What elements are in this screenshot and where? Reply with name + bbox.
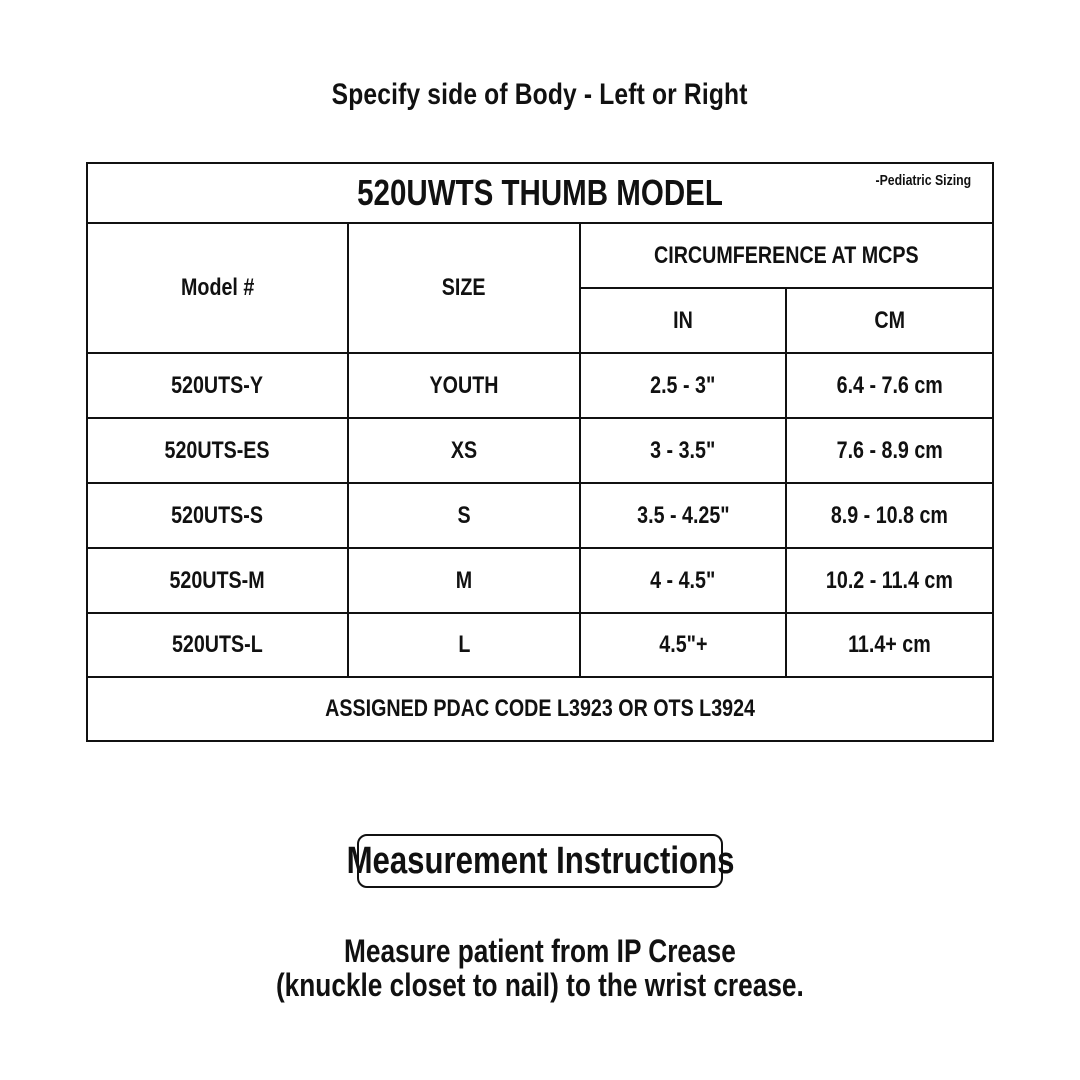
table-row-cm xyxy=(787,354,992,417)
header-model-text: Model # xyxy=(180,274,255,301)
table-row-size xyxy=(349,419,579,482)
row-model-text: 520UTS-Y xyxy=(171,371,264,399)
pediatric-sizing-note xyxy=(865,172,982,189)
table-row-cm xyxy=(787,419,992,482)
table-row-cm xyxy=(787,484,992,547)
table-row-size xyxy=(349,614,579,676)
instruction-line-1: Measure patient from IP Crease xyxy=(344,933,736,969)
table-row-size xyxy=(349,354,579,417)
table-row-in xyxy=(581,419,785,482)
instruction-line xyxy=(0,934,1080,968)
measurement-instructions-label: Measurement Instructions xyxy=(346,839,734,882)
body-side-note-text: Specify side of Body - Left or Right xyxy=(332,78,748,111)
table-row-model xyxy=(88,484,347,547)
pdac-code-text: ASSIGNED PDAC CODE L3923 OR OTS L3924 xyxy=(325,695,755,722)
row-in-text: 2.5 - 3" xyxy=(650,371,716,399)
header-size xyxy=(349,224,579,352)
header-circumference-text: CIRCUMFERENCE AT MCPS xyxy=(654,241,919,269)
row-model-text: 520UTS-M xyxy=(169,566,266,594)
row-model-text: 520UTS-S xyxy=(171,501,264,529)
row-size-text: M xyxy=(455,566,473,594)
row-in-text: 3.5 - 4.25" xyxy=(636,501,730,529)
row-model-text: 520UTS-L xyxy=(172,631,263,658)
sizing-table xyxy=(86,162,994,742)
table-row-cm xyxy=(787,614,992,676)
row-size-text: XS xyxy=(450,436,478,464)
row-size-text: L xyxy=(457,631,471,658)
table-row-size xyxy=(349,484,579,547)
header-cm xyxy=(787,289,992,352)
header-circumference xyxy=(581,224,992,287)
header-cm-text: CM xyxy=(874,306,905,334)
body-side-note xyxy=(0,78,1080,112)
row-in-text: 3 - 3.5" xyxy=(650,436,716,464)
table-row-model xyxy=(88,419,347,482)
pdac-code-footer xyxy=(88,678,992,740)
table-row-in xyxy=(581,484,785,547)
table-title-text: 520UWTS THUMB MODEL xyxy=(357,172,723,213)
table-row-in xyxy=(581,354,785,417)
row-size-text: S xyxy=(457,501,471,529)
pediatric-sizing-note-text: -Pediatric Sizing xyxy=(875,172,972,189)
table-row-model xyxy=(88,549,347,612)
table-row-size xyxy=(349,549,579,612)
table-row-model xyxy=(88,614,347,676)
table-row-in xyxy=(581,549,785,612)
header-in-text: IN xyxy=(673,306,693,334)
table-row-model xyxy=(88,354,347,417)
row-cm-text: 11.4+ cm xyxy=(848,631,931,658)
header-in xyxy=(581,289,785,352)
row-size-text: YOUTH xyxy=(429,371,499,399)
table-row-cm xyxy=(787,549,992,612)
row-cm-text: 6.4 - 7.6 cm xyxy=(836,371,943,399)
row-cm-text: 10.2 - 11.4 cm xyxy=(826,566,953,594)
instruction-line xyxy=(0,968,1080,1002)
instruction-line-2: (knuckle closet to nail) to the wrist crease. xyxy=(276,967,804,1003)
header-size-text: SIZE xyxy=(442,274,486,301)
table-title xyxy=(88,164,992,222)
row-cm-text: 7.6 - 8.9 cm xyxy=(836,436,943,464)
measurement-instructions-text xyxy=(0,934,1080,1002)
table-row-in xyxy=(581,614,785,676)
row-model-text: 520UTS-ES xyxy=(164,436,271,464)
row-cm-text: 8.9 - 10.8 cm xyxy=(830,501,949,529)
measurement-instructions-button[interactable] xyxy=(346,834,734,888)
header-model xyxy=(88,224,347,352)
row-in-text: 4.5"+ xyxy=(658,631,708,658)
row-in-text: 4 - 4.5" xyxy=(650,566,716,594)
